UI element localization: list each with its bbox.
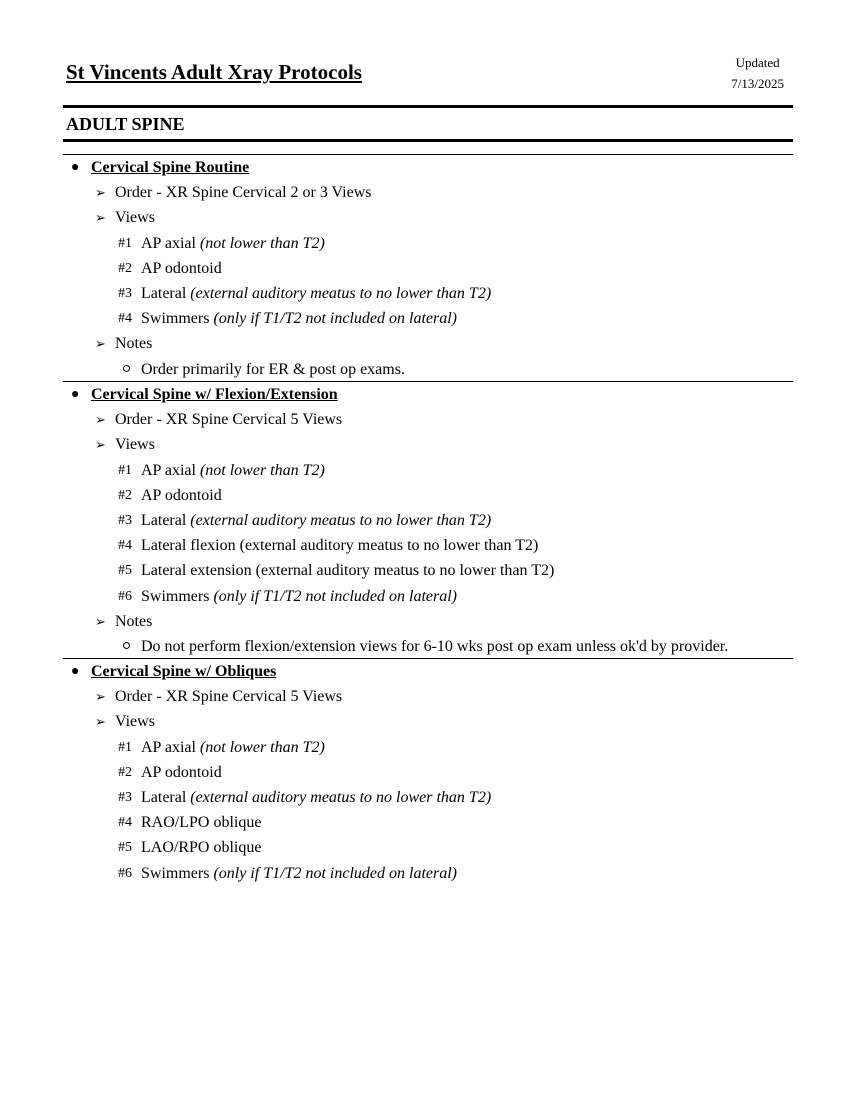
updated-label: Updated xyxy=(735,55,780,70)
bullet-icon: ● xyxy=(71,387,80,402)
view-row xyxy=(63,835,793,860)
views-label: Views xyxy=(115,713,155,731)
view-name: AP odontoid xyxy=(141,763,222,781)
protocol-title: Cervical Spine Routine xyxy=(91,159,250,176)
protocol-block-cervical-obliques xyxy=(63,659,793,886)
view-number: #3 xyxy=(118,512,132,528)
view-number: #4 xyxy=(118,538,132,554)
note-row xyxy=(63,357,793,382)
view-row xyxy=(63,735,793,760)
view-number: #1 xyxy=(118,462,132,478)
view-row xyxy=(63,508,793,533)
view-text xyxy=(141,785,491,810)
protocol-block-cervical-routine xyxy=(63,155,793,382)
view-note: (external auditory meatus to no lower than T2) xyxy=(190,788,492,806)
view-number: #4 xyxy=(118,815,132,831)
view-name: AP axial xyxy=(141,234,196,252)
view-number: #1 xyxy=(118,739,132,755)
view-text xyxy=(141,558,554,583)
bullet-icon: ● xyxy=(71,160,80,175)
view-text xyxy=(141,861,457,886)
view-row xyxy=(63,306,793,331)
view-name: Lateral xyxy=(141,511,187,529)
view-number: #2 xyxy=(118,764,132,780)
arrow-bullet-icon: ➢ xyxy=(95,714,106,730)
view-name: AP axial xyxy=(141,461,196,479)
view-row xyxy=(63,483,793,508)
views-label: Views xyxy=(115,209,155,227)
view-name: Lateral xyxy=(141,284,187,302)
view-name: AP odontoid xyxy=(141,259,222,277)
section-divider xyxy=(63,139,793,142)
view-row xyxy=(63,533,793,558)
views-label-row xyxy=(63,432,793,457)
view-name: Lateral flexion (external auditory meatus to no lower than T2) xyxy=(141,537,539,555)
order-text: Order - XR Spine Cervical 2 or 3 Views xyxy=(115,184,372,202)
view-row xyxy=(63,558,793,583)
protocol-block-cervical-flexion-extension xyxy=(63,382,793,659)
order-row xyxy=(63,407,793,432)
notes-label-row xyxy=(63,609,793,634)
view-text xyxy=(141,835,261,860)
view-note: (not lower than T2) xyxy=(199,461,325,479)
view-note: (not lower than T2) xyxy=(199,234,325,252)
notes-label: Notes xyxy=(115,612,153,630)
view-row xyxy=(63,584,793,609)
view-name: Swimmers xyxy=(141,864,210,882)
view-text xyxy=(141,533,538,558)
view-text xyxy=(141,735,325,760)
protocol-title: Cervical Spine w/ Flexion/Extension xyxy=(91,386,338,403)
view-text xyxy=(141,306,457,331)
view-number: #2 xyxy=(118,260,132,276)
views-label-row xyxy=(63,205,793,230)
notes-label: Notes xyxy=(115,335,153,353)
view-number: #2 xyxy=(118,487,132,503)
view-text xyxy=(141,281,491,306)
arrow-bullet-icon: ➢ xyxy=(95,210,106,226)
view-text xyxy=(141,231,325,256)
arrow-bullet-icon: ➢ xyxy=(95,437,106,453)
view-row xyxy=(63,810,793,835)
view-note: (only if T1/T2 not included on lateral) xyxy=(213,864,457,882)
circle-bullet-icon xyxy=(123,642,130,649)
view-note: (only if T1/T2 not included on lateral) xyxy=(213,310,457,328)
view-name: LAO/RPO oblique xyxy=(141,839,262,857)
order-text: Order - XR Spine Cervical 5 Views xyxy=(115,411,343,429)
views-label: Views xyxy=(115,436,155,454)
updated-block xyxy=(731,52,784,94)
order-row xyxy=(63,684,793,709)
view-number: #5 xyxy=(118,563,132,579)
view-note: (external auditory meatus to no lower than T2) xyxy=(190,284,492,302)
view-number: #3 xyxy=(118,285,132,301)
section-title: ADULT SPINE xyxy=(66,114,185,134)
order-row xyxy=(63,180,793,205)
arrow-bullet-icon: ➢ xyxy=(95,689,106,705)
view-name: RAO/LPO oblique xyxy=(141,814,262,832)
view-text xyxy=(141,760,222,785)
note-text: Do not perform flexion/extension views for 6-10 wks post op exam unless ok'd by provider. xyxy=(141,637,729,655)
arrow-bullet-icon: ➢ xyxy=(95,412,106,428)
view-note: (only if T1/T2 not included on lateral) xyxy=(213,587,457,605)
note-row xyxy=(63,634,793,659)
notes-label-row xyxy=(63,331,793,356)
view-number: #5 xyxy=(118,840,132,856)
note-text: Order primarily for ER & post op exams. xyxy=(141,360,405,378)
view-text xyxy=(141,810,261,835)
view-name: Swimmers xyxy=(141,310,210,328)
view-note: (external auditory meatus to no lower than T2) xyxy=(190,511,492,529)
view-note: (not lower than T2) xyxy=(199,738,325,756)
view-number: #3 xyxy=(118,789,132,805)
arrow-bullet-icon: ➢ xyxy=(95,613,106,629)
view-row xyxy=(63,231,793,256)
protocol-heading-row xyxy=(63,155,793,180)
view-row xyxy=(63,458,793,483)
view-name: AP odontoid xyxy=(141,486,222,504)
view-row xyxy=(63,760,793,785)
header-divider xyxy=(63,105,793,108)
view-row xyxy=(63,281,793,306)
arrow-bullet-icon: ➢ xyxy=(95,185,106,201)
arrow-bullet-icon: ➢ xyxy=(95,336,106,352)
view-number: #6 xyxy=(118,588,132,604)
view-number: #1 xyxy=(118,235,132,251)
view-text xyxy=(141,483,222,508)
protocol-heading-row xyxy=(63,382,793,407)
view-number: #4 xyxy=(118,311,132,327)
order-text: Order - XR Spine Cervical 5 Views xyxy=(115,688,343,706)
protocol-title: Cervical Spine w/ Obliques xyxy=(91,663,277,680)
view-row xyxy=(63,785,793,810)
view-name: Lateral xyxy=(141,788,187,806)
protocol-heading-row xyxy=(63,659,793,684)
view-name: AP axial xyxy=(141,738,196,756)
views-label-row xyxy=(63,709,793,734)
view-text xyxy=(141,256,222,281)
view-number: #6 xyxy=(118,865,132,881)
view-text xyxy=(141,508,491,533)
view-name: Swimmers xyxy=(141,587,210,605)
view-text xyxy=(141,584,457,609)
view-row xyxy=(63,256,793,281)
bullet-icon: ● xyxy=(71,664,80,679)
view-text xyxy=(141,458,325,483)
circle-bullet-icon xyxy=(123,365,130,372)
view-row xyxy=(63,861,793,886)
view-name: Lateral extension (external auditory meatus to no lower than T2) xyxy=(141,562,555,580)
updated-date: 7/13/2025 xyxy=(731,76,784,91)
document-title: St Vincents Adult Xray Protocols xyxy=(66,60,362,84)
